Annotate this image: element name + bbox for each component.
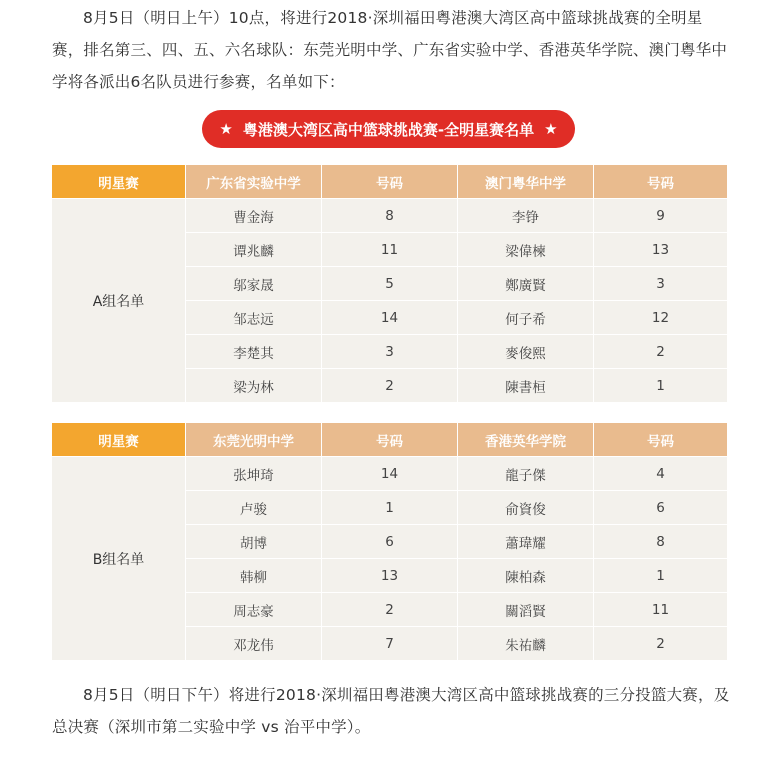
player-name: 李铮 — [458, 199, 594, 233]
player-name: 鄭廣賢 — [458, 267, 594, 301]
player-number: 2 — [594, 627, 728, 661]
header-team-right: 澳门粤华中学 — [458, 165, 594, 199]
player-name: 麥俊熙 — [458, 335, 594, 369]
player-number: 6 — [322, 525, 458, 559]
header-team-left: 东莞光明中学 — [186, 423, 322, 457]
player-number: 1 — [594, 369, 728, 403]
player-name: 周志豪 — [186, 593, 322, 627]
player-number: 11 — [594, 593, 728, 627]
table-header-row — [52, 423, 728, 457]
player-number: 13 — [594, 233, 728, 267]
player-name: 蕭瑋耀 — [458, 525, 594, 559]
player-name: 邓龙伟 — [186, 627, 322, 661]
player-number: 14 — [322, 301, 458, 335]
header-number-left: 号码 — [322, 423, 458, 457]
player-name: 张坤琦 — [186, 457, 322, 491]
player-name: 關滔賢 — [458, 593, 594, 627]
header-all-star: 明星赛 — [52, 165, 186, 199]
player-name: 何子希 — [458, 301, 594, 335]
player-number: 2 — [322, 369, 458, 403]
roster-title-banner — [202, 110, 575, 148]
group-b-roster-table — [51, 422, 728, 661]
player-number: 1 — [322, 491, 458, 525]
player-number: 8 — [322, 199, 458, 233]
player-name: 李楚其 — [186, 335, 322, 369]
player-name: 朱祐麟 — [458, 627, 594, 661]
player-number: 6 — [594, 491, 728, 525]
player-name: 曹金海 — [186, 199, 322, 233]
group-a-roster-table — [51, 164, 728, 403]
group-label: A组名单 — [52, 199, 186, 403]
player-number: 4 — [594, 457, 728, 491]
player-number: 9 — [594, 199, 728, 233]
outro-paragraph: 8月5日（明日下午）将进行2018·深圳福田粤港澳大湾区高中篮球挑战赛的三分投篮大赛，及总决赛（深圳市第二实验中学 vs 治平中学）。 — [52, 686, 730, 736]
player-name: 陳書桓 — [458, 369, 594, 403]
header-all-star: 明星赛 — [52, 423, 186, 457]
banner-title: 粤港澳大湾区高中篮球挑战赛-全明星赛名单 — [242, 120, 535, 139]
player-name: 谭兆麟 — [186, 233, 322, 267]
player-number: 12 — [594, 301, 728, 335]
player-number: 11 — [322, 233, 458, 267]
header-number-right: 号码 — [594, 423, 728, 457]
table-header-row — [52, 165, 728, 199]
player-number: 14 — [322, 457, 458, 491]
player-name: 邹志远 — [186, 301, 322, 335]
player-name: 韩柳 — [186, 559, 322, 593]
star-icon: ★ — [544, 120, 558, 138]
player-name: 俞資俊 — [458, 491, 594, 525]
player-number: 5 — [322, 267, 458, 301]
player-name: 梁为林 — [186, 369, 322, 403]
player-name: 梁偉楝 — [458, 233, 594, 267]
header-number-left: 号码 — [322, 165, 458, 199]
player-number: 3 — [322, 335, 458, 369]
table-row — [52, 199, 728, 233]
player-name: 龍子傑 — [458, 457, 594, 491]
player-number: 2 — [594, 335, 728, 369]
player-name: 胡博 — [186, 525, 322, 559]
player-number: 3 — [594, 267, 728, 301]
player-number: 7 — [322, 627, 458, 661]
header-team-left: 广东省实验中学 — [186, 165, 322, 199]
header-team-right: 香港英华学院 — [458, 423, 594, 457]
player-number: 1 — [594, 559, 728, 593]
player-name: 邬家晟 — [186, 267, 322, 301]
table-row — [52, 457, 728, 491]
player-number: 2 — [322, 593, 458, 627]
intro-paragraph: 8月5日（明日上午）10点，将进行2018·深圳福田粤港澳大湾区高中篮球挑战赛的全明星赛，排名第三、四、五、六名球队：东莞光明中学、广东省实验中学、香港英华学院、澳门粤华中学将各派出6名队员进行参赛，名单如下： — [52, 9, 728, 91]
player-number: 8 — [594, 525, 728, 559]
player-number: 13 — [322, 559, 458, 593]
player-name: 陳柏森 — [458, 559, 594, 593]
player-name: 卢骏 — [186, 491, 322, 525]
star-icon: ★ — [219, 120, 233, 138]
header-number-right: 号码 — [594, 165, 728, 199]
group-label: B组名单 — [52, 457, 186, 661]
